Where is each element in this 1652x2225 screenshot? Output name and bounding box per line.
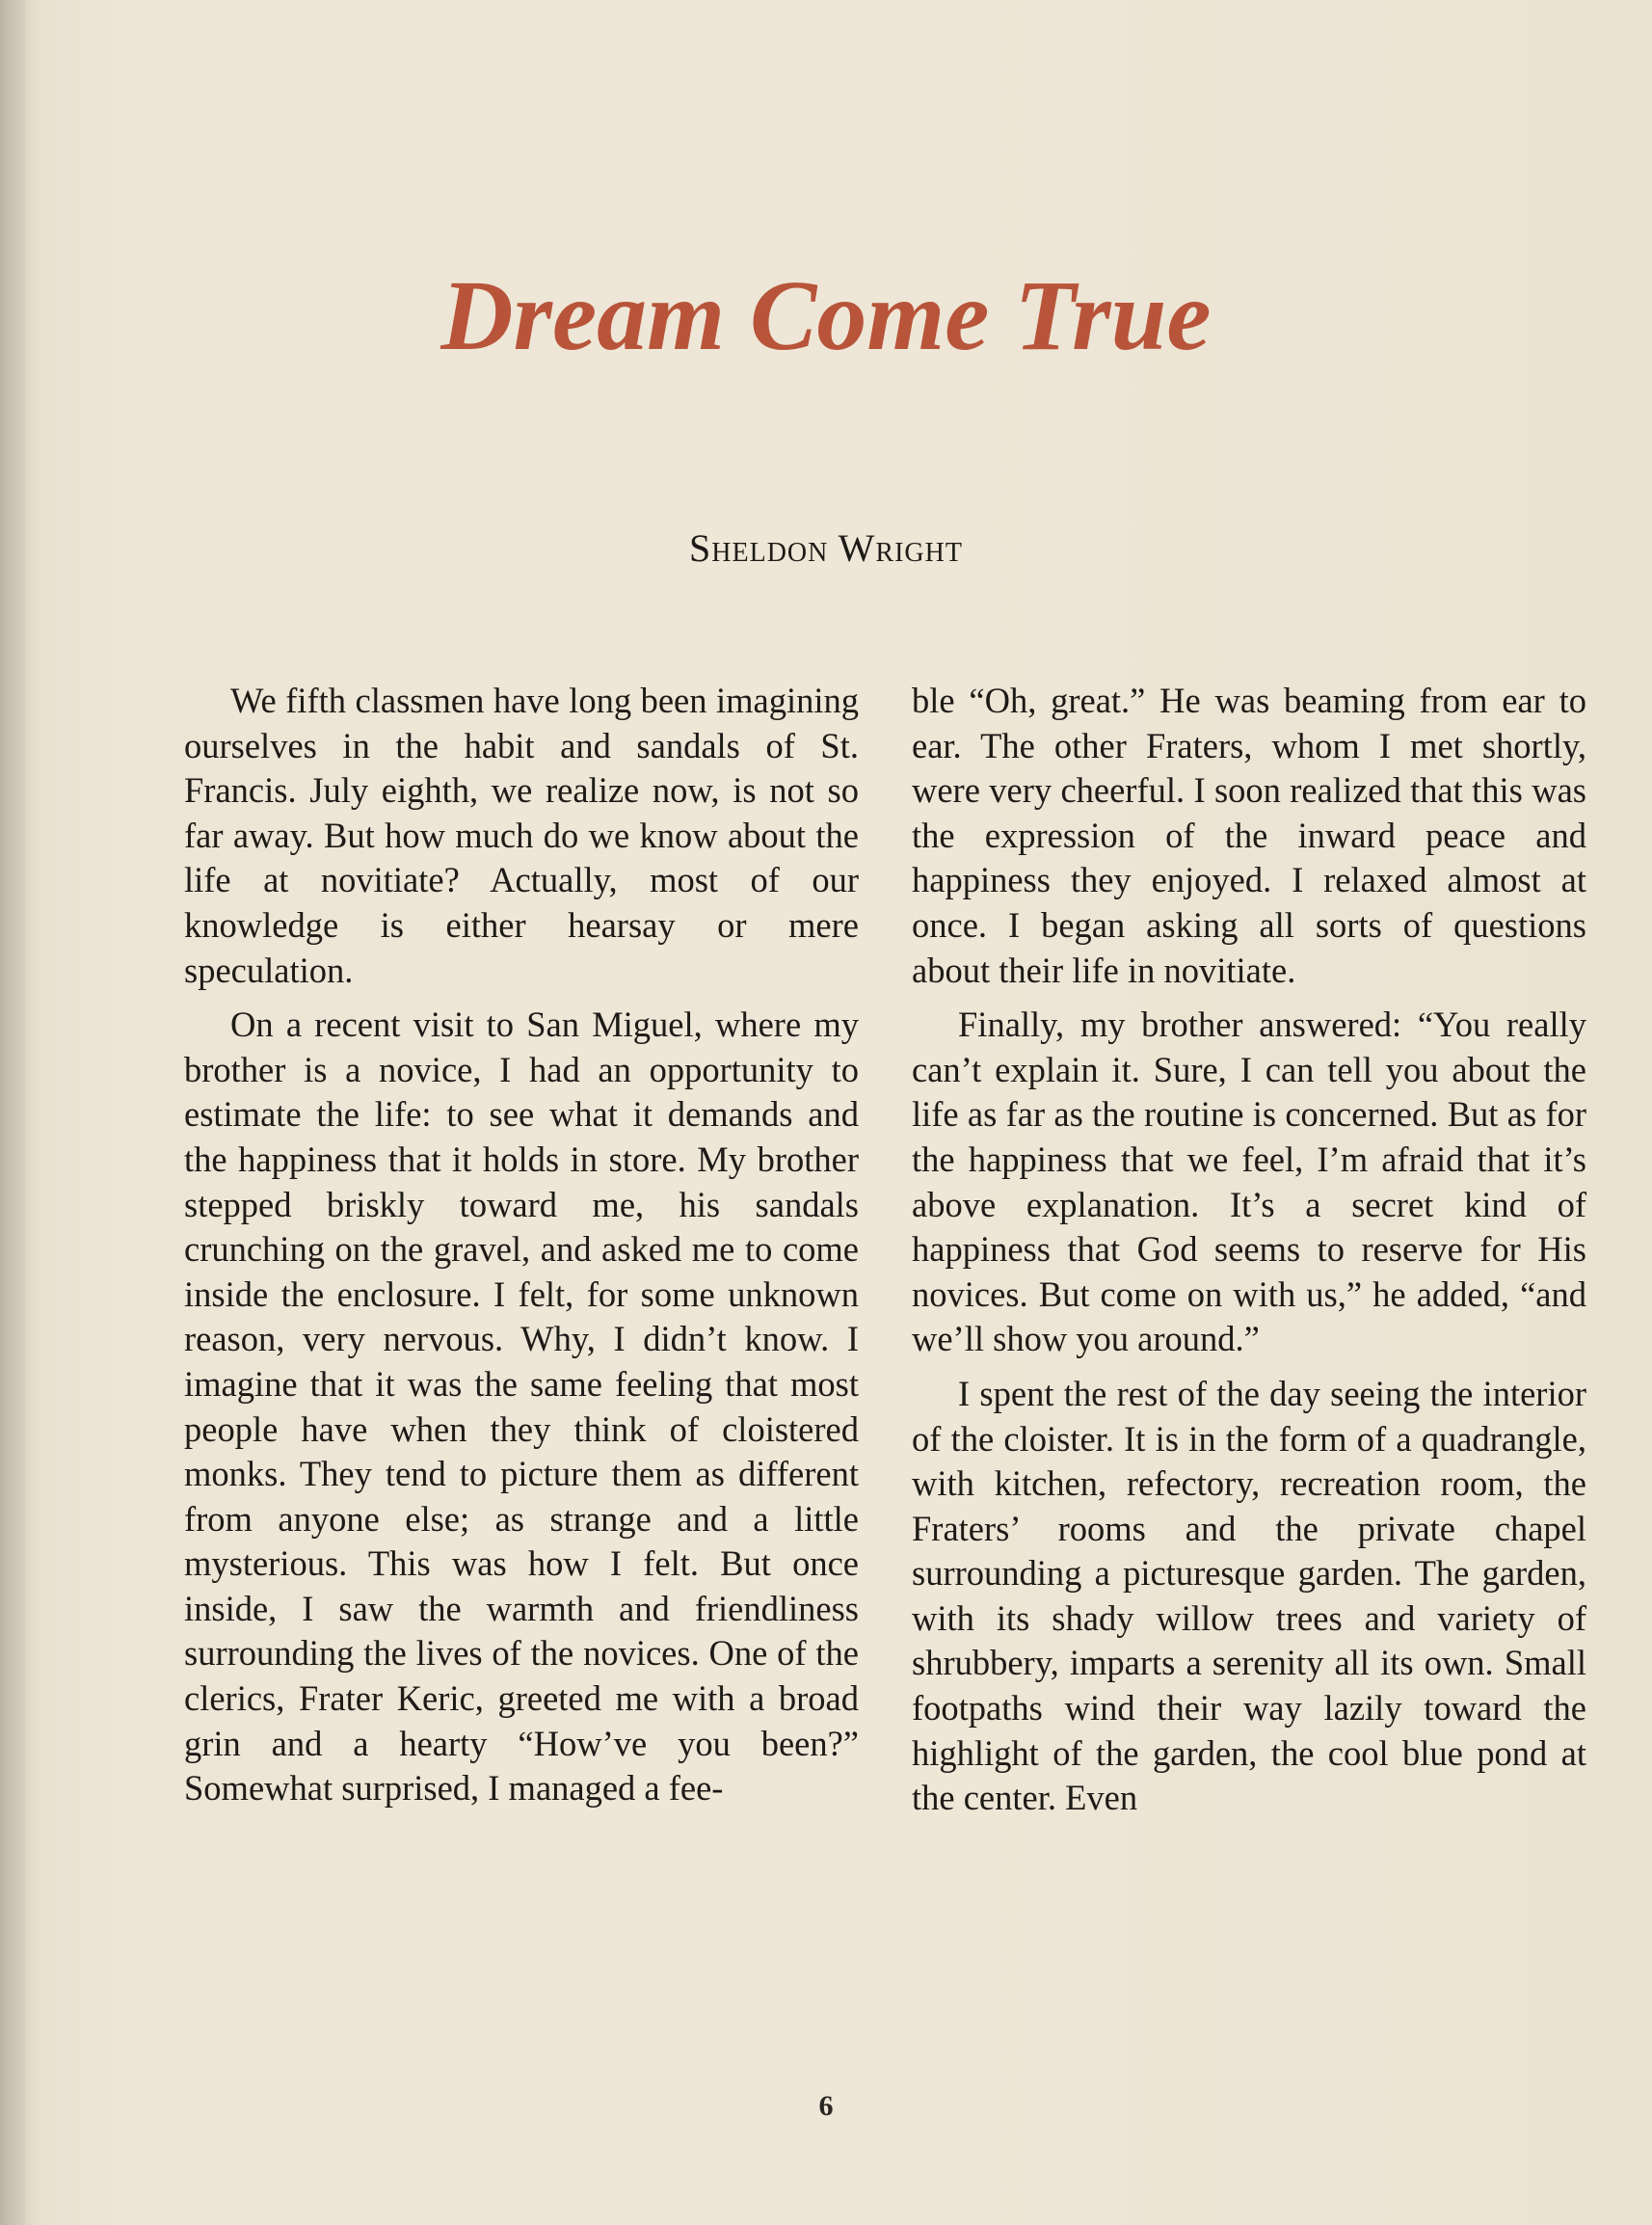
paragraph: I spent the rest of the day seeing the interior of the cloister. It is in the form of a quadrangle, with kitchen, refectory, recreation room, the Fraters’ rooms and the private chapel surrounding a picturesque garden. The garden, with its shady willow trees and variety of shrubbery, imparts a serenity all its own. Small footpaths wind their way lazily toward the highlight of the garden, the cool blue pond at the center. Even [912, 1373, 1586, 1818]
author-name: Sheldon Wright [689, 526, 963, 570]
left-column [184, 679, 859, 1811]
paragraph: Finally, my brother answered: “You really can’t explain it. Sure, I can tell you about the life as far as the routine is concerned. But as for the happiness that we feel, I’m afraid that it’s above explanation. It’s a secret kind of happiness that God seems to reserve for His novices. But come on with us,” he added, “and we’ll show you around.” [912, 1005, 1586, 1359]
paragraph-continued: ble “Oh, great.” He was beaming from ear to ear. The other Fraters, whom I met shortly, were very cheerful. I soon realized that this was the expression of the inward peace and happiness they enjoyed. I relaxed almost at once. I began asking all sorts of questions about their life in novitiate. [912, 681, 1586, 990]
article-title: Dream Come True [440, 260, 1212, 371]
page-number: 6 [818, 2090, 834, 2122]
paragraph: We fifth classmen have long been imagining ourselves in the habit and sandals of St. Francis. July eighth, we realize now, is not so far away. But how much do we know about the life at novitiate? Actually, most of our knowledge is either hearsay or mere speculation. [184, 681, 859, 990]
paragraph: On a recent visit to San Miguel, where my brother is a novice, I had an opportunity to estimate the life: to see what it demands and the happiness that it holds in store. My brother stepped briskly toward me, his sandals crunching on the gravel, and asked me to come inside the enclosure. I felt, for some unknown reason, very nervous. Why, I didn’t know. I imagine that it was the same feeling that most people have when they think of cloistered monks. They tend to picture them as different from anyone else; as strange and a little mysterious. This was how I felt. But once inside, I saw the warmth and friendliness surrounding the lives of the novices. One of the clerics, Frater Keric, greeted me with a broad grin and a hearty “How’ve you been?” Somewhat surprised, I managed a fee- [184, 1005, 859, 1809]
right-column [912, 679, 1586, 1821]
article-author [0, 525, 1652, 571]
